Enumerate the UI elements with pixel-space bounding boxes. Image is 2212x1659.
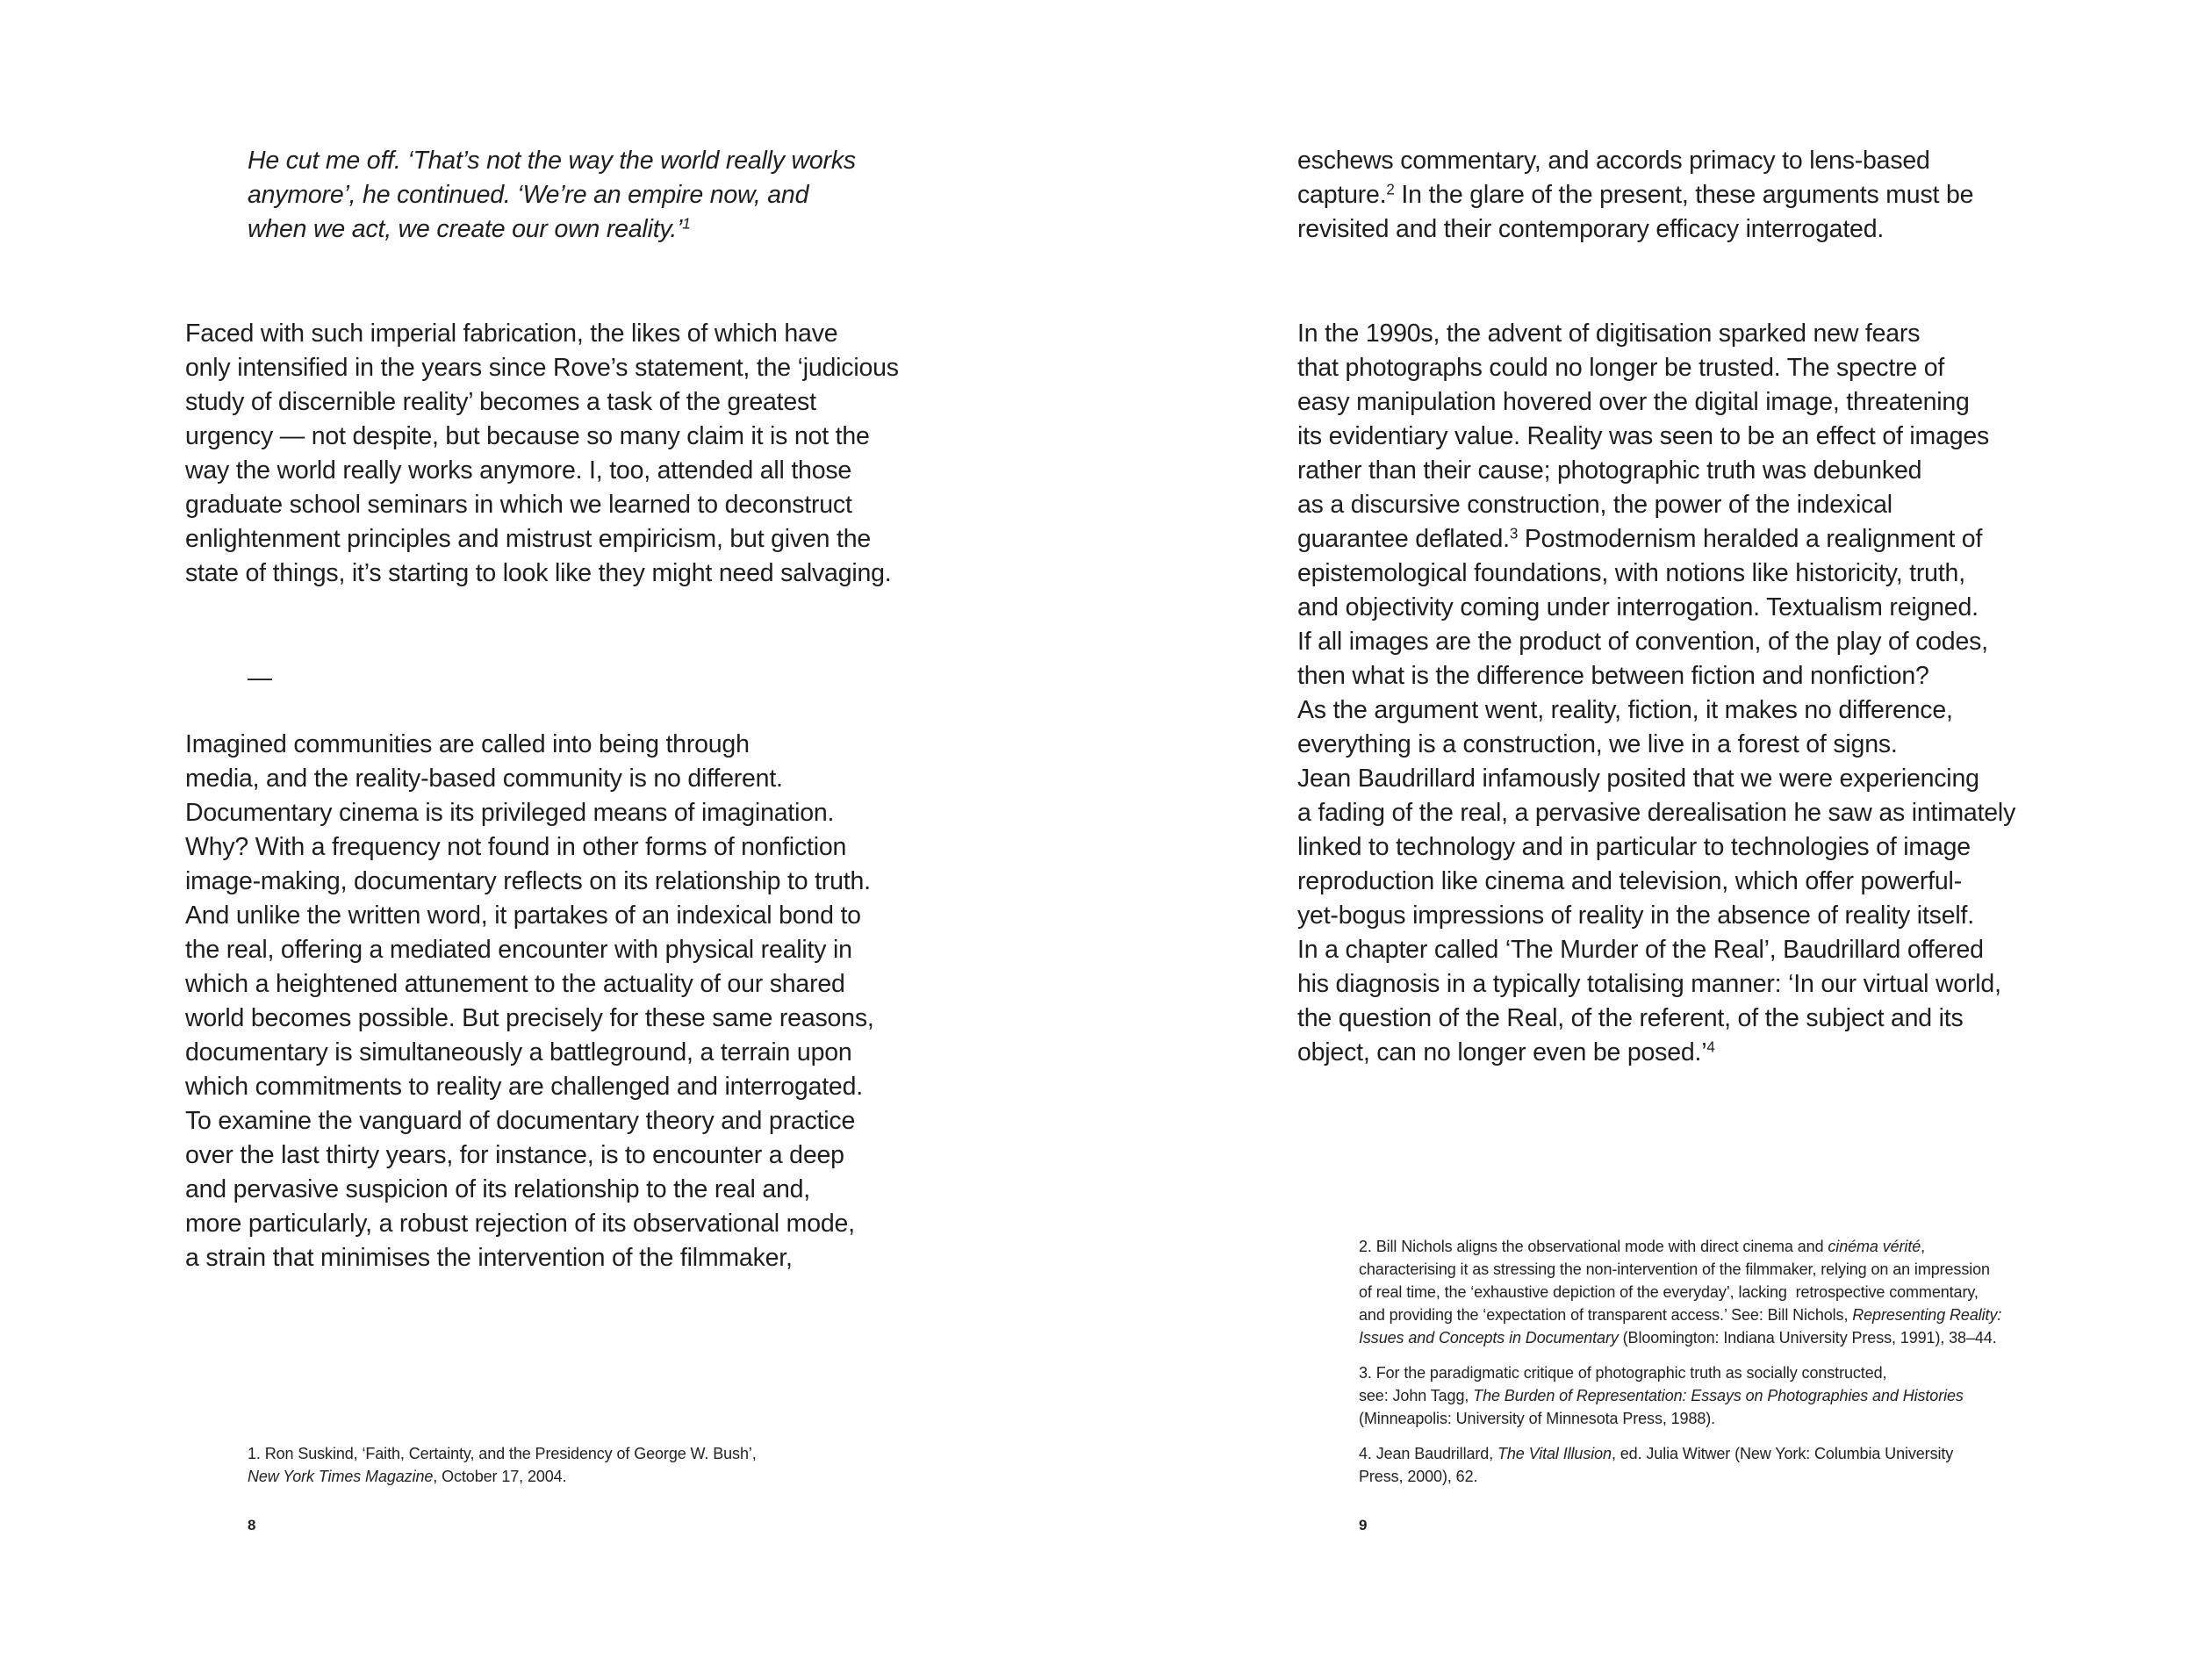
text-line: documentary is simultaneously a battleground, a terrain upon — [185, 1038, 852, 1066]
text-segment: In the glare of the present, these arguments must be — [1394, 181, 1974, 209]
footnote-text: 4. Jean Baudrillard, — [1359, 1445, 1497, 1462]
footnote-line: (Minneapolis: University of Minnesota Press, 1988). — [1359, 1410, 1716, 1427]
footnote-title: The Vital Illusion — [1497, 1445, 1612, 1462]
section-break-dash: — — [248, 664, 272, 691]
footnote-text: , — [1921, 1238, 1926, 1255]
text-line: media, and the reality-based community is no different. — [185, 765, 783, 793]
footnote-line — [1359, 1329, 1997, 1347]
footnote-line: characterising it as stressing the non-intervention of the filmmaker, relying on an impression — [1359, 1260, 1990, 1278]
text-segment: object, can no longer even be posed.’ — [1297, 1038, 1707, 1066]
text-line: reproduction like cinema and television, which offer powerful- — [1297, 867, 1962, 895]
text-line: To examine the vanguard of documentary theory and practice — [185, 1107, 856, 1135]
text-segment: Postmodernism heralded a realignment of — [1518, 525, 1983, 553]
text-line: If all images are the product of convention, of the play of codes, — [1297, 628, 1988, 656]
footnote-line — [1359, 1238, 1925, 1256]
text-line: only intensified in the years since Rove’s statement, the ‘judicious — [185, 354, 899, 382]
text-line: study of discernible reality’ becomes a task of the greatest — [185, 388, 816, 416]
text-line: And unlike the written word, it partakes of an indexical bond to — [185, 901, 861, 930]
footnote-line — [1359, 1445, 1953, 1463]
text-line: the real, offering a mediated encounter with physical reality in — [185, 936, 852, 964]
text-line: rather than their cause; photographic truth was debunked — [1297, 456, 1922, 485]
text-line: easy manipulation hovered over the digital image, threatening — [1297, 388, 1970, 416]
epigraph-line: anymore’, he continued. ‘We’re an empire now, and — [248, 181, 809, 209]
text-line: and objectivity coming under interrogation. Textualism reigned. — [1297, 593, 1979, 621]
text-segment: guarantee deflated. — [1297, 525, 1510, 553]
footnote-ref-3: 3 — [1509, 525, 1519, 542]
right-page — [1106, 0, 2212, 1659]
text-line: and pervasive suspicion of its relationship to the real and, — [185, 1175, 811, 1203]
epigraph-line: He cut me off. ‘That’s not the way the world really works — [248, 147, 856, 175]
text-line — [1297, 525, 1982, 554]
text-line: which a heightened attunement to the actuality of our shared — [185, 970, 845, 998]
text-line: Imagined communities are called into being through — [185, 730, 750, 758]
text-line: then what is the difference between fiction and nonfiction? — [1297, 662, 1929, 690]
footnote-line: of real time, the ‘exhaustive depiction of the everyday’, lacking retrospective commentary, — [1359, 1283, 1979, 1301]
text-line: Documentary cinema is its privileged means of imagination. — [185, 799, 835, 827]
footnote-text: (Bloomington: Indiana University Press, 1991), 38–44. — [1618, 1329, 1997, 1347]
footnote-line — [248, 1468, 567, 1486]
footnote-line — [1359, 1387, 1964, 1405]
text-line — [1297, 181, 1973, 210]
text-line: In a chapter called ‘The Murder of the Real’, Baudrillard offered — [1297, 936, 1984, 964]
page-number: 9 — [1359, 1517, 1368, 1533]
footnote-line: Press, 2000), 62. — [1359, 1468, 1478, 1485]
epigraph-text: when we act, we create our own reality.’ — [248, 215, 683, 243]
footnote-ref-2: 2 — [1386, 181, 1395, 198]
text-line: world becomes possible. But precisely for these same reasons, — [185, 1004, 874, 1032]
text-line: As the argument went, reality, fiction, it makes no difference, — [1297, 696, 1953, 724]
text-line: urgency — not despite, but because so many claim it is not the — [185, 422, 870, 450]
text-line: that photographs could no longer be trusted. The spectre of — [1297, 354, 1945, 382]
footnote-title: The Burden of Representation: Essays on Photographies and Histories — [1473, 1387, 1964, 1404]
text-line: graduate school seminars in which we learned to deconstruct — [185, 491, 852, 519]
text-line: epistemological foundations, with notions like historicity, truth, — [1297, 559, 1965, 587]
footnote-title: New York Times Magazine — [248, 1468, 434, 1485]
text-line: In the 1990s, the advent of digitisation sparked new fears — [1297, 320, 1921, 348]
text-line: revisited and their contemporary efficacy interrogated. — [1297, 215, 1885, 243]
text-line: over the last thirty years, for instance, is to encounter a deep — [185, 1141, 844, 1169]
footnote-line: 1. Ron Suskind, ‘Faith, Certainty, and the Presidency of George W. Bush’, — [248, 1445, 757, 1462]
footnote-line: 3. For the paradigmatic critique of photographic truth as socially constructed, — [1359, 1364, 1887, 1382]
text-line: eschews commentary, and accords primacy to lens-based — [1297, 147, 1930, 175]
text-line: Jean Baudrillard infamously posited that we were experiencing — [1297, 765, 1979, 793]
text-line: enlightenment principles and mistrust empiricism, but given the — [185, 525, 872, 553]
text-line: the question of the Real, of the referent, of the subject and its — [1297, 1004, 1964, 1032]
text-line: linked to technology and in particular to technologies of image — [1297, 833, 1971, 861]
text-line: yet-bogus impressions of reality in the absence of reality itself. — [1297, 901, 1974, 930]
text-segment: capture. — [1297, 181, 1387, 209]
footnote-text: , ed. Julia Witwer (New York: Columbia University — [1611, 1445, 1954, 1462]
epigraph-line-last — [248, 215, 691, 244]
footnote-text: 2. Bill Nichols aligns the observational mode with direct cinema and — [1359, 1238, 1828, 1255]
text-line: Why? With a frequency not found in other forms of nonfiction — [185, 833, 847, 861]
footnote-italic: cinéma vérité — [1828, 1238, 1921, 1255]
text-line: everything is a construction, we live in a forest of signs. — [1297, 730, 1898, 758]
text-line: which commitments to reality are challenged and interrogated. — [185, 1073, 863, 1101]
footnote-text: , October 17, 2004. — [433, 1468, 567, 1485]
footnote-text: and providing the ‘expectation of transparent access.’ See: Bill Nichols, — [1359, 1306, 1853, 1324]
text-line: his diagnosis in a typically totalising manner: ‘In our virtual world, — [1297, 970, 2001, 998]
text-line — [1297, 1038, 1715, 1067]
text-line: as a discursive construction, the power of the indexical — [1297, 491, 1892, 519]
page-number: 8 — [248, 1517, 256, 1533]
text-line: a fading of the real, a pervasive derealisation he saw as intimately — [1297, 799, 2016, 827]
footnote-title: Representing Reality: — [1852, 1306, 2002, 1324]
text-line: Faced with such imperial fabrication, the likes of which have — [185, 320, 838, 348]
text-line: a strain that minimises the intervention of the filmmaker, — [185, 1244, 793, 1272]
text-line: its evidentiary value. Reality was seen to be an effect of images — [1297, 422, 1990, 450]
footnote-text: see: John Tagg, — [1359, 1387, 1474, 1404]
text-line: image-making, documentary reflects on its relationship to truth. — [185, 867, 871, 895]
text-line: way the world really works anymore. I, too, attended all those — [185, 456, 852, 485]
footnote-ref-4: 4 — [1706, 1038, 1715, 1056]
footnote-line — [1359, 1306, 2001, 1325]
footnote-ref-1: 1 — [682, 215, 691, 233]
footnote-title: Issues and Concepts in Documentary — [1359, 1329, 1619, 1347]
text-line: state of things, it’s starting to look like they might need salvaging. — [185, 559, 892, 587]
text-line: more particularly, a robust rejection of its observational mode, — [185, 1210, 855, 1238]
